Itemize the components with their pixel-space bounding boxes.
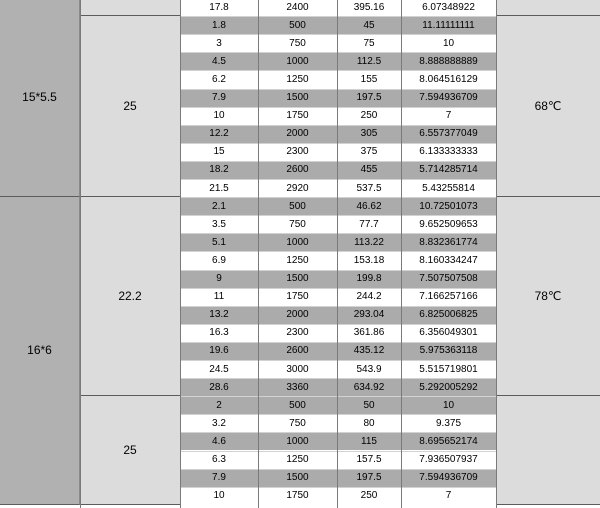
- power-value: 293.04: [353, 309, 385, 321]
- ratio-value: 6.356049301: [419, 327, 478, 339]
- load-value: 6.3: [212, 454, 226, 466]
- load-value: 18.2: [209, 164, 229, 176]
- ratio-value: 5.975363118: [419, 345, 478, 357]
- speed-value: 1500: [286, 273, 309, 285]
- row-divider: [180, 396, 496, 397]
- speed-value: 750: [289, 417, 306, 429]
- speed-value: 1250: [286, 454, 309, 466]
- power-value: 115: [361, 435, 377, 447]
- row-divider: [180, 487, 496, 488]
- column-divider: [258, 0, 259, 508]
- column-divider: [80, 0, 81, 508]
- row-divider: [180, 161, 496, 162]
- ratio-value: 7.936507937: [419, 454, 478, 466]
- ratio-value: 5.515719801: [419, 363, 478, 375]
- temperature-cell: 78℃: [496, 197, 600, 396]
- ratio-value: 10.72501073: [419, 200, 478, 212]
- load-value: 6.2: [212, 73, 226, 85]
- row-divider: [180, 107, 496, 108]
- row-divider: [180, 414, 496, 415]
- ratio-value: 10: [442, 37, 455, 49]
- speed-value: 2400: [286, 1, 309, 13]
- load-value: 3.5: [212, 218, 226, 230]
- power-value: 244.2: [356, 291, 382, 303]
- load-value: 3: [216, 37, 222, 49]
- power-value: 395.16: [353, 1, 385, 13]
- column-divider: [496, 0, 497, 508]
- speed-value: 500: [289, 200, 306, 212]
- load-value: 17.8: [209, 1, 229, 13]
- speed-value: 2920: [286, 182, 309, 194]
- speed-value: 1750: [286, 490, 309, 502]
- load-value: 9: [216, 273, 222, 285]
- column-divider: [401, 0, 402, 508]
- load-value: 2.1: [212, 200, 226, 212]
- ratio-value: 7: [445, 490, 452, 502]
- power-value: 537.5: [356, 182, 382, 194]
- ratio-value: 5.43255814: [422, 182, 475, 194]
- ratio-value: 7.166257166: [419, 291, 478, 303]
- power-value: 375: [360, 146, 378, 158]
- power-value: 50: [363, 399, 375, 411]
- row-divider: [180, 270, 496, 271]
- ratio-value: 7.507507508: [419, 273, 478, 285]
- load-value: 16.3: [209, 327, 229, 339]
- load-value: 7.9: [212, 472, 226, 484]
- row-divider: [180, 215, 496, 216]
- ratio-value: 9.375: [435, 417, 462, 429]
- speed-value: 1000: [286, 236, 309, 248]
- load-value: 28.6: [209, 381, 229, 393]
- row-divider: [180, 306, 496, 307]
- row-divider: [180, 360, 496, 361]
- power-value: 305: [360, 128, 378, 140]
- column-divider: [337, 0, 338, 508]
- speed-value: 3360: [286, 381, 309, 393]
- speed-value: 1500: [286, 472, 309, 484]
- power-value: 77.7: [359, 218, 379, 230]
- ratio-value: 8.832361774: [419, 236, 478, 248]
- power-value: 543.9: [356, 363, 382, 375]
- power-value: 155: [360, 73, 378, 85]
- load-value: 5.1: [212, 236, 226, 248]
- speed-value: 1500: [286, 92, 309, 104]
- size-cell: 16*6: [0, 197, 80, 505]
- power-value: 153.18: [353, 254, 385, 266]
- power-value: 80: [363, 417, 375, 429]
- ratio-value: 11.11111111: [422, 19, 475, 31]
- row-divider: [180, 70, 496, 71]
- row-divider: [180, 143, 496, 144]
- speed-value: 2600: [286, 164, 309, 176]
- row-divider: [180, 378, 496, 379]
- ratio-value: 8.888888889: [419, 55, 478, 67]
- power-value: 361.86: [353, 327, 385, 339]
- power-value: 113.22: [354, 236, 384, 248]
- ratio-value: 10: [442, 399, 455, 411]
- temperature-cell: 68℃: [496, 16, 600, 197]
- speed-value: 1000: [286, 435, 309, 447]
- load-value: 13.2: [209, 309, 229, 321]
- column-divider: [180, 0, 181, 508]
- speed-value: 750: [289, 37, 306, 49]
- row-divider: [180, 288, 496, 289]
- ratio-value: 6.133333333: [419, 146, 478, 158]
- speed-value: 2300: [286, 146, 309, 158]
- speed-value: 1750: [286, 291, 309, 303]
- thickness-cell: 22.2: [80, 197, 180, 396]
- power-value: 112.5: [356, 55, 382, 67]
- ratio-value: 6.557377049: [419, 128, 478, 140]
- thickness-cell: [80, 0, 180, 16]
- thickness-cell: 25: [80, 16, 180, 197]
- power-value: 75: [363, 37, 375, 49]
- row-divider: [180, 342, 496, 343]
- speed-value: 2300: [286, 327, 309, 339]
- ratio-value: 7.594936709: [419, 92, 478, 104]
- ratio-value: 5.292005292: [419, 381, 478, 393]
- row-divider: [180, 52, 496, 53]
- load-value: 2: [216, 399, 222, 411]
- power-value: 250: [360, 110, 378, 122]
- row-divider: [180, 251, 496, 252]
- row-divider: [180, 34, 496, 35]
- ratio-value: 6.825006825: [419, 309, 478, 321]
- row-divider: [180, 89, 496, 90]
- ratio-value: 9.652509653: [419, 218, 478, 230]
- row-divider: [180, 432, 496, 433]
- row-divider: [180, 125, 496, 126]
- load-value: 4.6: [212, 435, 226, 447]
- load-value: 24.5: [209, 363, 229, 375]
- load-value: 11: [213, 291, 225, 303]
- power-value: 435.12: [353, 345, 385, 357]
- power-value: 634.92: [353, 381, 385, 393]
- row-divider: [180, 469, 496, 470]
- speed-value: 500: [289, 19, 306, 31]
- speed-value: 500: [289, 399, 306, 411]
- power-value: 197.5: [356, 472, 382, 484]
- power-value: 157.5: [356, 454, 382, 466]
- ratio-value: 8.160334247: [419, 254, 478, 266]
- ratio-value: 6.07348922: [422, 1, 475, 13]
- speed-value: 1750: [286, 110, 309, 122]
- speed-value: 2000: [286, 128, 309, 140]
- power-value: 455: [360, 164, 378, 176]
- speed-value: 1250: [286, 254, 309, 266]
- load-value: 3.2: [212, 417, 226, 429]
- speed-value: 750: [289, 218, 306, 230]
- speed-value: 1000: [286, 55, 309, 67]
- size-cell: 15*5.5: [0, 0, 80, 197]
- row-divider: [180, 197, 496, 198]
- row-divider: [180, 451, 496, 452]
- speed-value: 1250: [286, 73, 309, 85]
- temperature-cell: [496, 0, 600, 16]
- load-value: 6.9: [212, 254, 226, 266]
- power-value: 197.5: [356, 92, 382, 104]
- row-divider: [180, 324, 496, 325]
- load-value: 15: [213, 146, 225, 158]
- ratio-value: 7: [445, 110, 452, 122]
- load-value: 19.6: [209, 345, 229, 357]
- speed-value: 3000: [286, 363, 309, 375]
- ratio-value: 8.064516129: [419, 73, 478, 85]
- load-value: 10: [213, 110, 225, 122]
- row-divider: [180, 179, 496, 180]
- power-value: 199.8: [356, 273, 382, 285]
- row-divider: [180, 233, 496, 234]
- thickness-cell: 25: [80, 396, 180, 505]
- speed-value: 2600: [286, 345, 309, 357]
- ratio-value: 8.695652174: [419, 435, 478, 447]
- power-value: 46.62: [356, 200, 382, 212]
- power-value: 45: [363, 19, 375, 31]
- load-value: 10: [213, 490, 225, 502]
- speed-value: 2000: [286, 309, 309, 321]
- ratio-value: 5.714285714: [419, 164, 478, 176]
- load-value: 12.2: [209, 128, 229, 140]
- ratio-value: 7.594936709: [419, 472, 478, 484]
- load-value: 7.9: [212, 92, 226, 104]
- load-value: 21.5: [209, 182, 229, 194]
- load-value: 4.5: [212, 55, 226, 67]
- power-value: 250: [360, 490, 378, 502]
- row-divider: [180, 16, 496, 17]
- load-value: 1.8: [212, 19, 226, 31]
- temperature-cell: [496, 396, 600, 505]
